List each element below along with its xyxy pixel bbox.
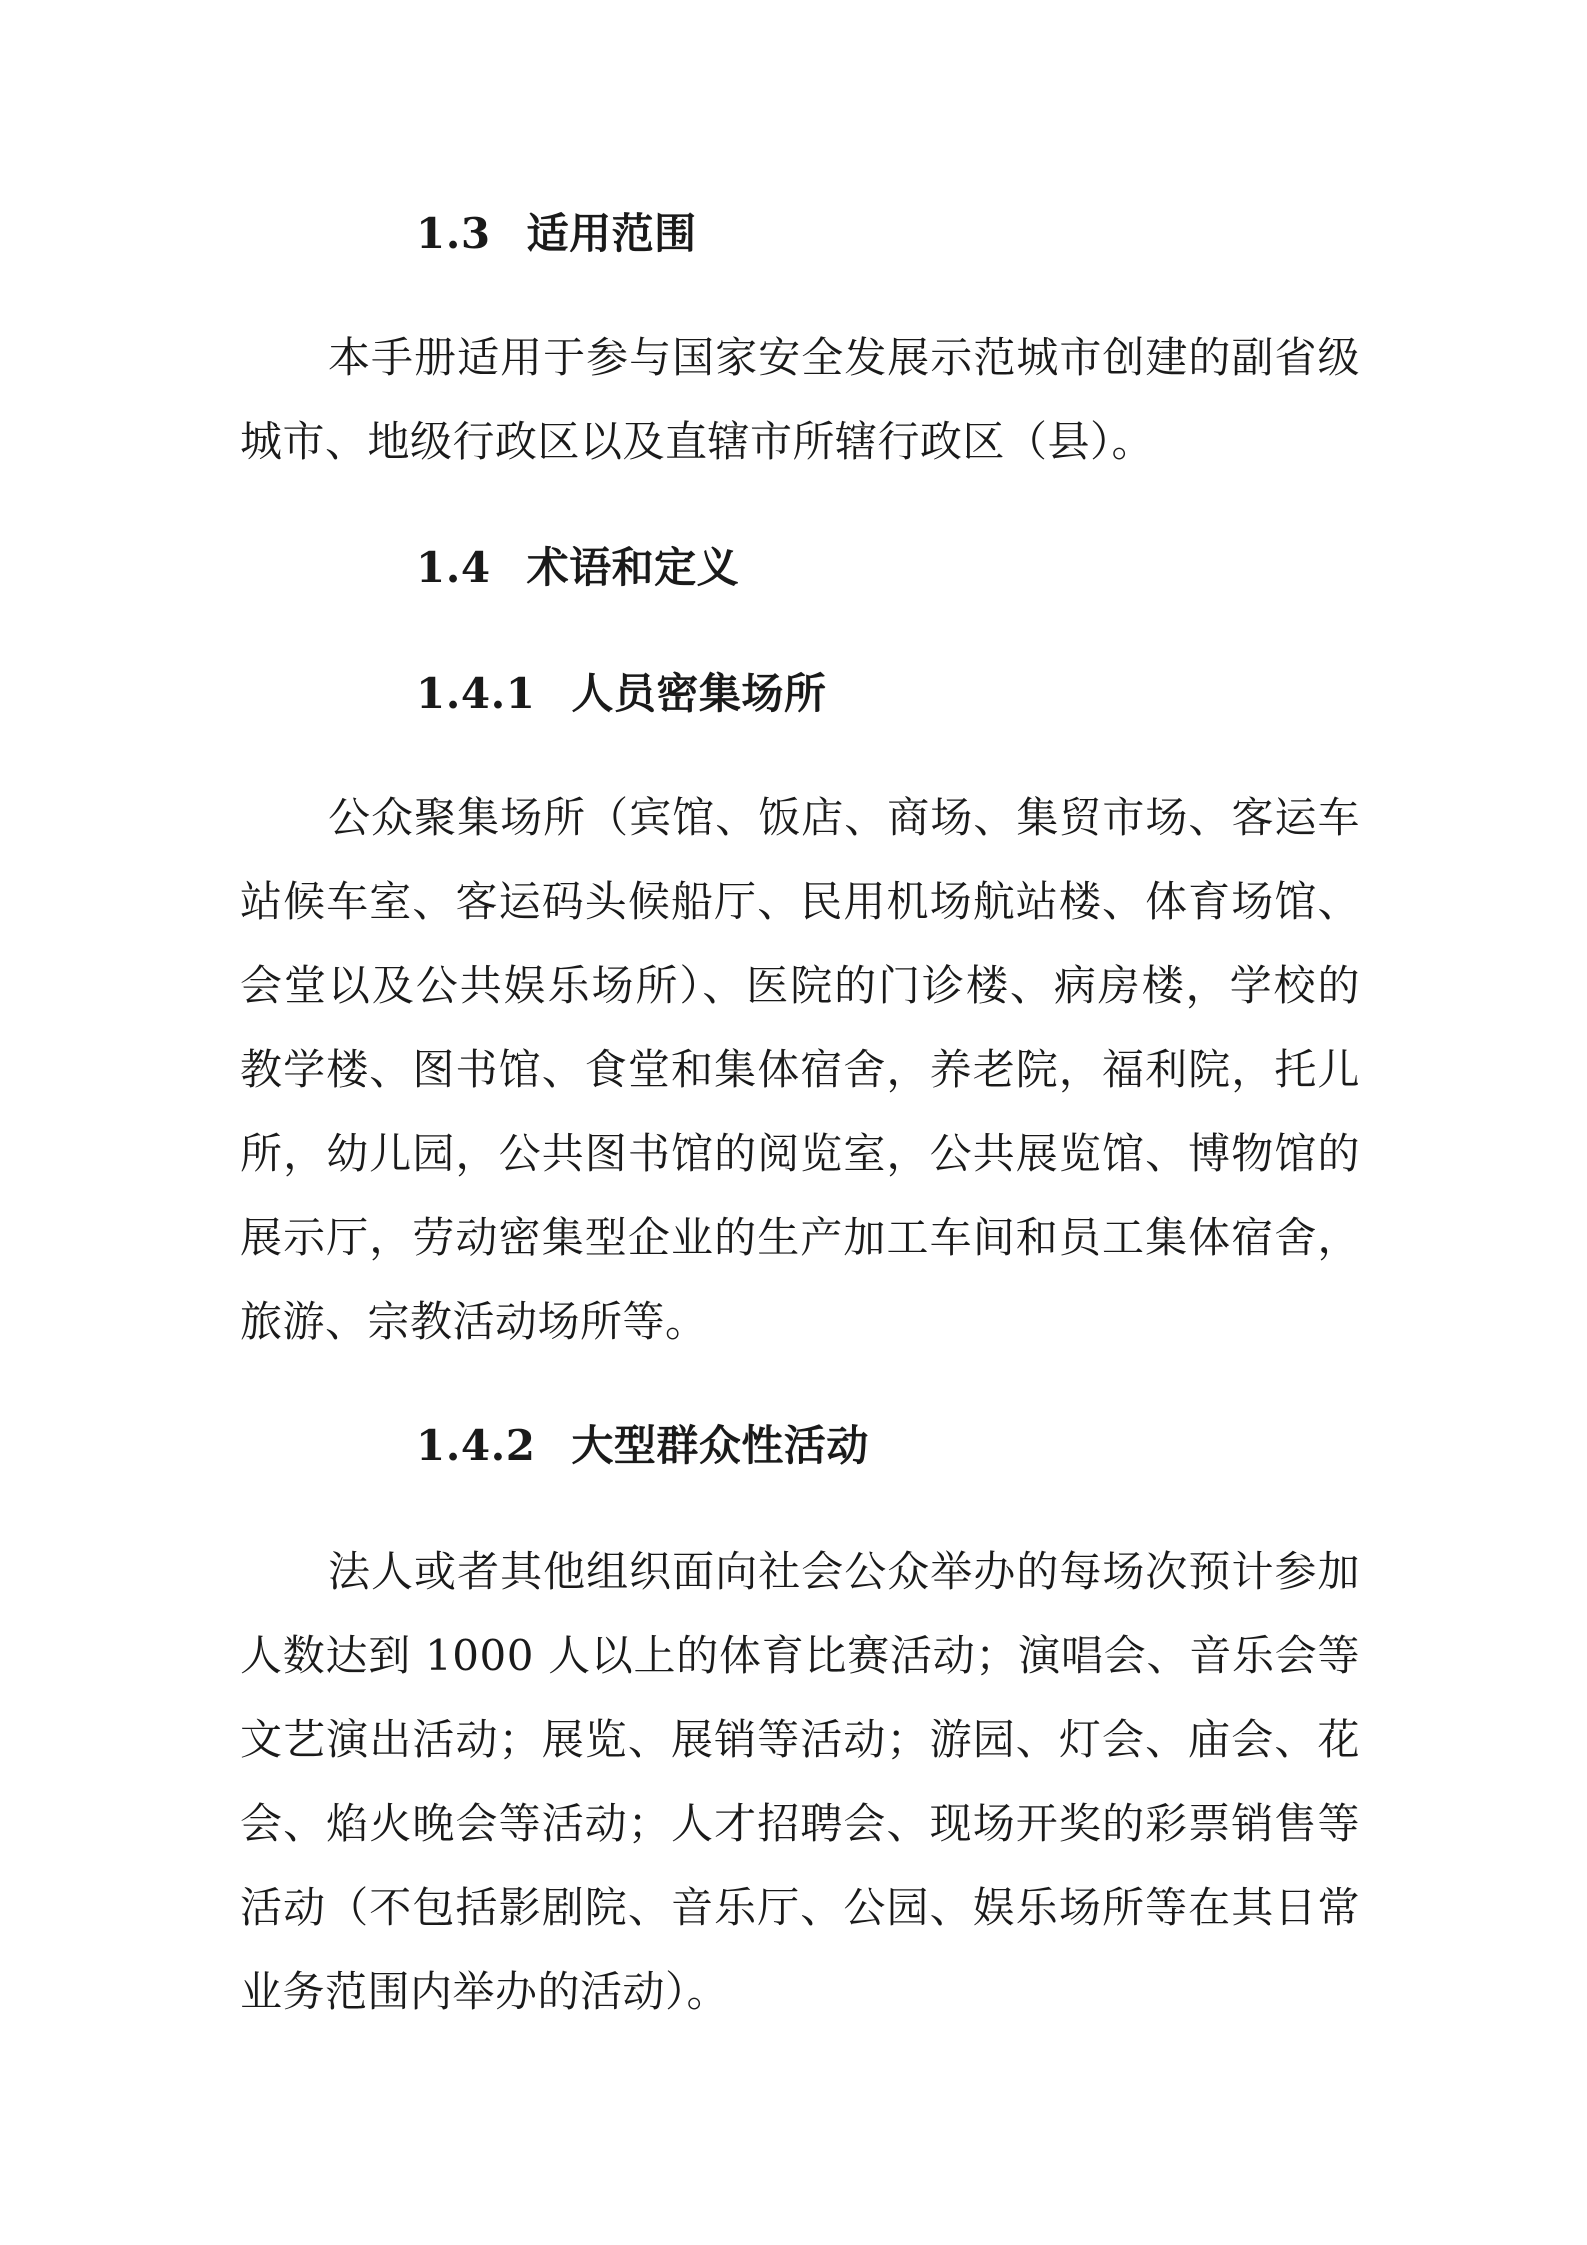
section-heading-1-3 xyxy=(240,192,1360,276)
section-number: 1.4 xyxy=(416,543,491,592)
section-title: 适用范围 xyxy=(526,209,697,258)
section-title: 术语和定义 xyxy=(526,543,740,592)
section-title: 大型群众性活动 xyxy=(571,1421,869,1470)
section-heading-1-4 xyxy=(240,526,1360,610)
scope-paragraph: 本手册适用于参与国家安全发展示范城市创建的副省级城市、地级行政区以及直辖市所辖行政区（县）。 xyxy=(240,333,1360,466)
section-heading-1-4-2 xyxy=(240,1404,1360,1488)
section-number: 1.4.2 xyxy=(416,1421,536,1470)
section-number: 1.4.1 xyxy=(416,669,536,718)
mass-activities-paragraph: 法人或者其他组织面向社会公众举办的每场次预计参加人数达到 1000 人以上的体育比赛活动；演唱会、音乐会等文艺演出活动；展览、展销等活动；游园、灯会、庙会、花会、焰火晚会等活动；人才招聘会、现场开奖的彩票销售等活动（不包括影剧院、音乐厅、公园、娱乐场所等在其日常业务范围内举办的活动）。 xyxy=(240,1547,1360,2016)
section-number: 1.3 xyxy=(416,209,491,258)
section-heading-1-4-1 xyxy=(240,652,1360,736)
section-title: 人员密集场所 xyxy=(571,669,827,718)
crowded-places-paragraph: 公众聚集场所（宾馆、饭店、商场、集贸市场、客运车站候车室、客运码头候船厅、民用机场航站楼、体育场馆、会堂以及公共娱乐场所）、医院的门诊楼、病房楼，学校的教学楼、图书馆、食堂和集体宿舍，养老院，福利院，托儿所，幼儿园，公共图书馆的阅览室，公共展览馆、博物馆的展示厅，劳动密集型企业的生产加工车间和员工集体宿舍，旅游、宗教活动场所等。 xyxy=(240,793,1360,1346)
